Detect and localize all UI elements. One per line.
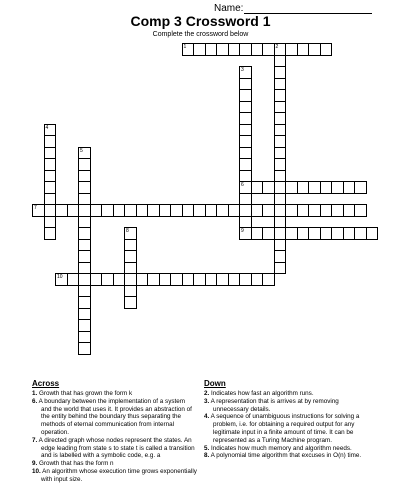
crossword-cell[interactable] — [124, 296, 137, 309]
clue-number: 3 — [241, 67, 244, 73]
page-subtitle: Complete the crossword below — [152, 31, 249, 38]
down-heading: Down — [204, 379, 226, 388]
clue-number: 9 — [241, 228, 244, 234]
crossword-cell[interactable] — [113, 273, 126, 286]
crossword-cell[interactable] — [354, 204, 367, 217]
crossword-cell[interactable] — [67, 273, 80, 286]
clue-item: 1. Growth that has grown the form k — [32, 390, 133, 397]
clue-item: 2. Indicates how fast an algorithm runs. — [204, 390, 314, 397]
clue-number: 10 — [57, 274, 63, 280]
clue-item: 6. A boundary between the implementation of a system and the world that uses it. It provides an abstraction of the entity behind the boundary thus separating the methods of eternal communication from internal operation. — [32, 397, 192, 436]
crossword-cell[interactable] — [78, 342, 91, 355]
crossword-cell[interactable] — [262, 227, 275, 240]
crossword-cell[interactable] — [262, 204, 275, 217]
clue-number: 4 — [45, 124, 49, 131]
crossword-cell[interactable] — [262, 181, 275, 194]
crossword-cell[interactable] — [354, 181, 367, 194]
clue-number: 5 — [80, 147, 83, 154]
crossword-cell[interactable] — [67, 204, 80, 217]
clue-number: 7 — [34, 205, 37, 211]
crossword-cell[interactable] — [228, 204, 241, 217]
across-clues — [32, 379, 197, 484]
clue-item: 5. Indicates how much memory and algorithm needs. — [204, 444, 352, 452]
clue-item: 8. A polynomial time algorithm that excuses in O(n) time. — [204, 452, 362, 460]
crossword-cell[interactable] — [320, 43, 333, 56]
clue-number: 1 — [183, 44, 187, 50]
clue-number: 2 — [275, 44, 279, 50]
page-title: Comp 3 Crossword 1 — [130, 13, 271, 29]
clue-number: 8 — [126, 228, 129, 234]
crossword-cell[interactable] — [32, 204, 45, 217]
clue-item: 7. A directed graph whose nodes represent the states. An edge leading from state s to state t is called a transition and is labelled with a symbolic code, e.g. a — [32, 436, 195, 460]
crossword-cell[interactable] — [366, 227, 379, 240]
across-heading: Across — [32, 379, 60, 388]
crossword-cell[interactable] — [44, 227, 57, 240]
name-label: Name: — [214, 3, 244, 14]
clue-item: 10. An algorithm whose execution time grows exponentially with input size. — [32, 467, 197, 483]
crossword-cell[interactable] — [274, 262, 287, 275]
clue-number: 6 — [241, 182, 244, 188]
crossword-cell[interactable] — [262, 273, 275, 286]
clue-item: 3. A representation that is arrives at by removing unnecessary details. — [204, 397, 339, 413]
clue-item: 4. A sequence of unambiguous instructions for solving a problem, i.e. for obtaining a required output for any legitimate input in a finite amount of time. It can be represented as a Turing Machine program. — [204, 413, 360, 444]
down-clues — [204, 379, 374, 460]
clue-item: 9. Growth that has the form n — [32, 460, 114, 468]
